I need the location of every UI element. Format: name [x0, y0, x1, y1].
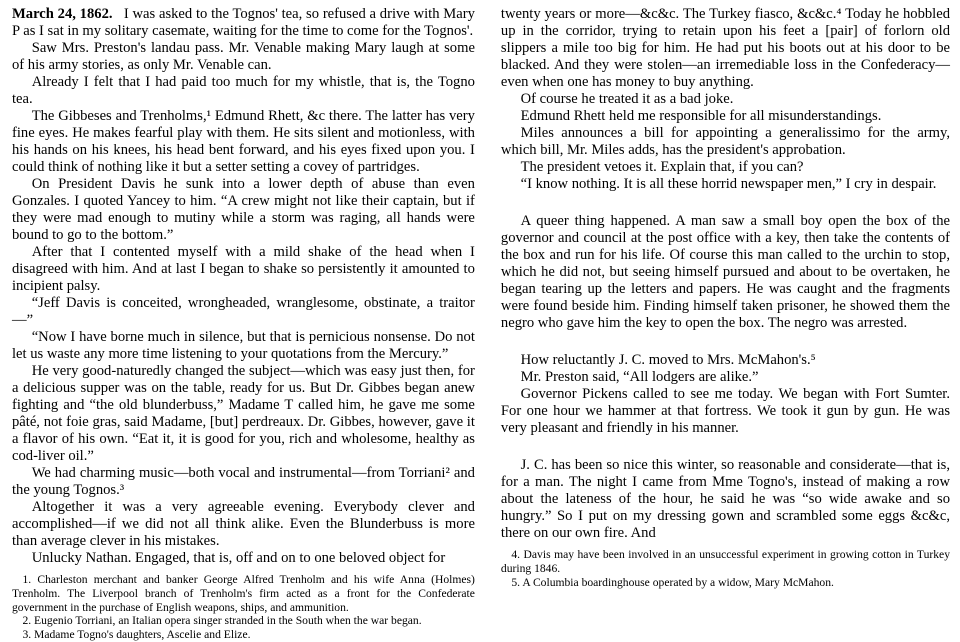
section-break [501, 332, 950, 352]
paragraph: The Gibbeses and Trenholms,¹ Edmund Rhett, &c there. The latter has very fine eyes. He makes fearful play with them. He sits silent and motionless, with his hands on his knees, his head bent forward, and his eyes fixed upon you. I could think of nothing like it but a setter setting a covey of partridges. [12, 108, 475, 175]
two-column-layout [12, 6, 950, 642]
section-break [501, 437, 950, 457]
footnote: 3. Madame Togno's daughters, Ascelie and Elize. [22, 628, 251, 642]
paragraph: He very good-naturedly changed the subject—which was easy just then, for a delicious supper was on the table, ready for us. But Dr. Gibbes began anew fighting and “the old blunderbuss,” Madame T called him, he gave me some pâté, not foie gras, said Madame, [but] perdreaux. Dr. Gibbes, however, gave it a flavor of his own. “Eat it, it is good for you, rich and wholesome, healthy as cod-liver oil.” [12, 363, 475, 464]
paragraph: “I know nothing. It is all these horrid newspaper men,” I cry in despair. [520, 176, 937, 192]
paragraph: The president vetoes it. Explain that, if you can? [520, 159, 804, 175]
paragraph: After that I contented myself with a mild shake of the head when I disagreed with him. And at last I began to shake so persistently it amounted to incipient palsy. [12, 244, 475, 294]
paragraph: Saw Mrs. Preston's landau pass. Mr. Venable making Mary laugh at some of his army stories, as only Mr. Venable can. [12, 40, 475, 73]
footnote: 5. A Columbia boardinghouse operated by a widow, Mary McMahon. [511, 575, 834, 589]
section-break [501, 193, 950, 213]
paragraph: “Now I have borne much in silence, but that is pernicious nonsense. Do not let us waste any more time listening to your quotations from the Mercury.” [12, 329, 475, 362]
paragraph: Altogether it was a very agreeable evening. Everybody clever and accomplished—if we did not all think alike. Even the Blunderbuss is more than average clever in his mistakes. [12, 499, 475, 549]
paragraph: Edmund Rhett held me responsible for all misunderstandings. [520, 108, 882, 124]
right-column-body [501, 6, 950, 542]
footnote: 2. Eugenio Torriani, an Italian opera singer stranded in the South when the war began. [22, 614, 422, 628]
right-column [489, 6, 950, 589]
paragraph-text: I was asked to the Tognos' tea, so refused a drive with Mary P as I sat in my solitary casemate, waiting for the time to come for the Tognos'. [12, 6, 475, 39]
paragraph: J. C. has been so nice this winter, so reasonable and considerate—that is, for a man. The night I came from Mme Togno's, instead of making a row about the lateness of the hour, he said he was “so wide awake and so hungry.” So I put on my dressing gown and scrambled some eggs &c&c, there on our own fire. And [500, 457, 950, 541]
paragraph: Governor Pickens called to see me today. We began with Fort Sumter. For one hour we hammer at that fortress. We took it gun by gun. He was very pleasant and friendly in his manner. [500, 386, 950, 436]
paragraph: Of course he treated it as a bad joke. [520, 91, 734, 107]
left-column-body [12, 6, 475, 567]
entry-date: March 24, 1862. [12, 6, 113, 22]
paragraph: How reluctantly J. C. moved to Mrs. McMahon's.⁵ [520, 352, 816, 368]
paragraph: Mr. Preston said, “All lodgers are alike.” [520, 369, 759, 385]
paragraph: twenty years or more—&c&c. The Turkey fiasco, &c&c.⁴ Today he hobbled up in the corridor, trying to retain upon his feet a [pair] of forlorn old slippers a mile too big for him. He had put his boots out at his door to be blacked. And they were stolen—an irremediable loss in the Confederacy—even when one has money to buy anything. [500, 6, 950, 90]
paragraph: Miles announces a bill for appointing a generalissimo for the army, which bill, Mr. Miles adds, has the president's approbation. [500, 125, 950, 158]
diary-entry-opening [12, 6, 475, 40]
paragraph: “Jeff Davis is conceited, wrongheaded, wranglesome, obstinate, a traitor—” [12, 295, 475, 328]
paragraph: Already I felt that I had paid too much for my whistle, that is, the Togno tea. [12, 74, 475, 107]
paragraph: We had charming music—both vocal and instrumental—from Torriani² and the young Tognos.³ [12, 465, 475, 498]
footnote: 4. Davis may have been involved in an unsuccessful experiment in growing cotton in Turkey during 1846. [500, 548, 950, 575]
paragraph: Unlucky Nathan. Engaged, that is, off and on to one beloved object for [31, 550, 446, 566]
paragraph: On President Davis he sunk into a lower depth of abuse than even Gonzales. I quoted Yancey to him. “A crew might not like their captain, but if they were mad enough to mutiny while a storm was raging, all hands were bound to go to the bottom.” [12, 176, 475, 243]
left-footnotes [12, 571, 475, 642]
right-footnotes [501, 546, 950, 589]
left-column [12, 6, 489, 642]
footnote: 1. Charleston merchant and banker George Alfred Trenholm and his wife Anna (Holmes) Trenholm. The Liverpool branch of Trenholm's firm acted as a front for the Confederate government in the purchase of English weapons, ships, and ammunition. [12, 573, 475, 614]
paragraph: A queer thing happened. A man saw a small boy open the box of the governor and council at the post office with a key, then take the contents of the box and run for his life. Of course this man called to the urchin to stop, which he did not, but seeing himself pursued and about to be overtaken, he began tearing up the letters and papers. He was caught and the fragments were found beside him. Finding himself taken prisoner, he showed them the negro who gave him the key to open the box. The negro was arrested. [500, 213, 950, 331]
